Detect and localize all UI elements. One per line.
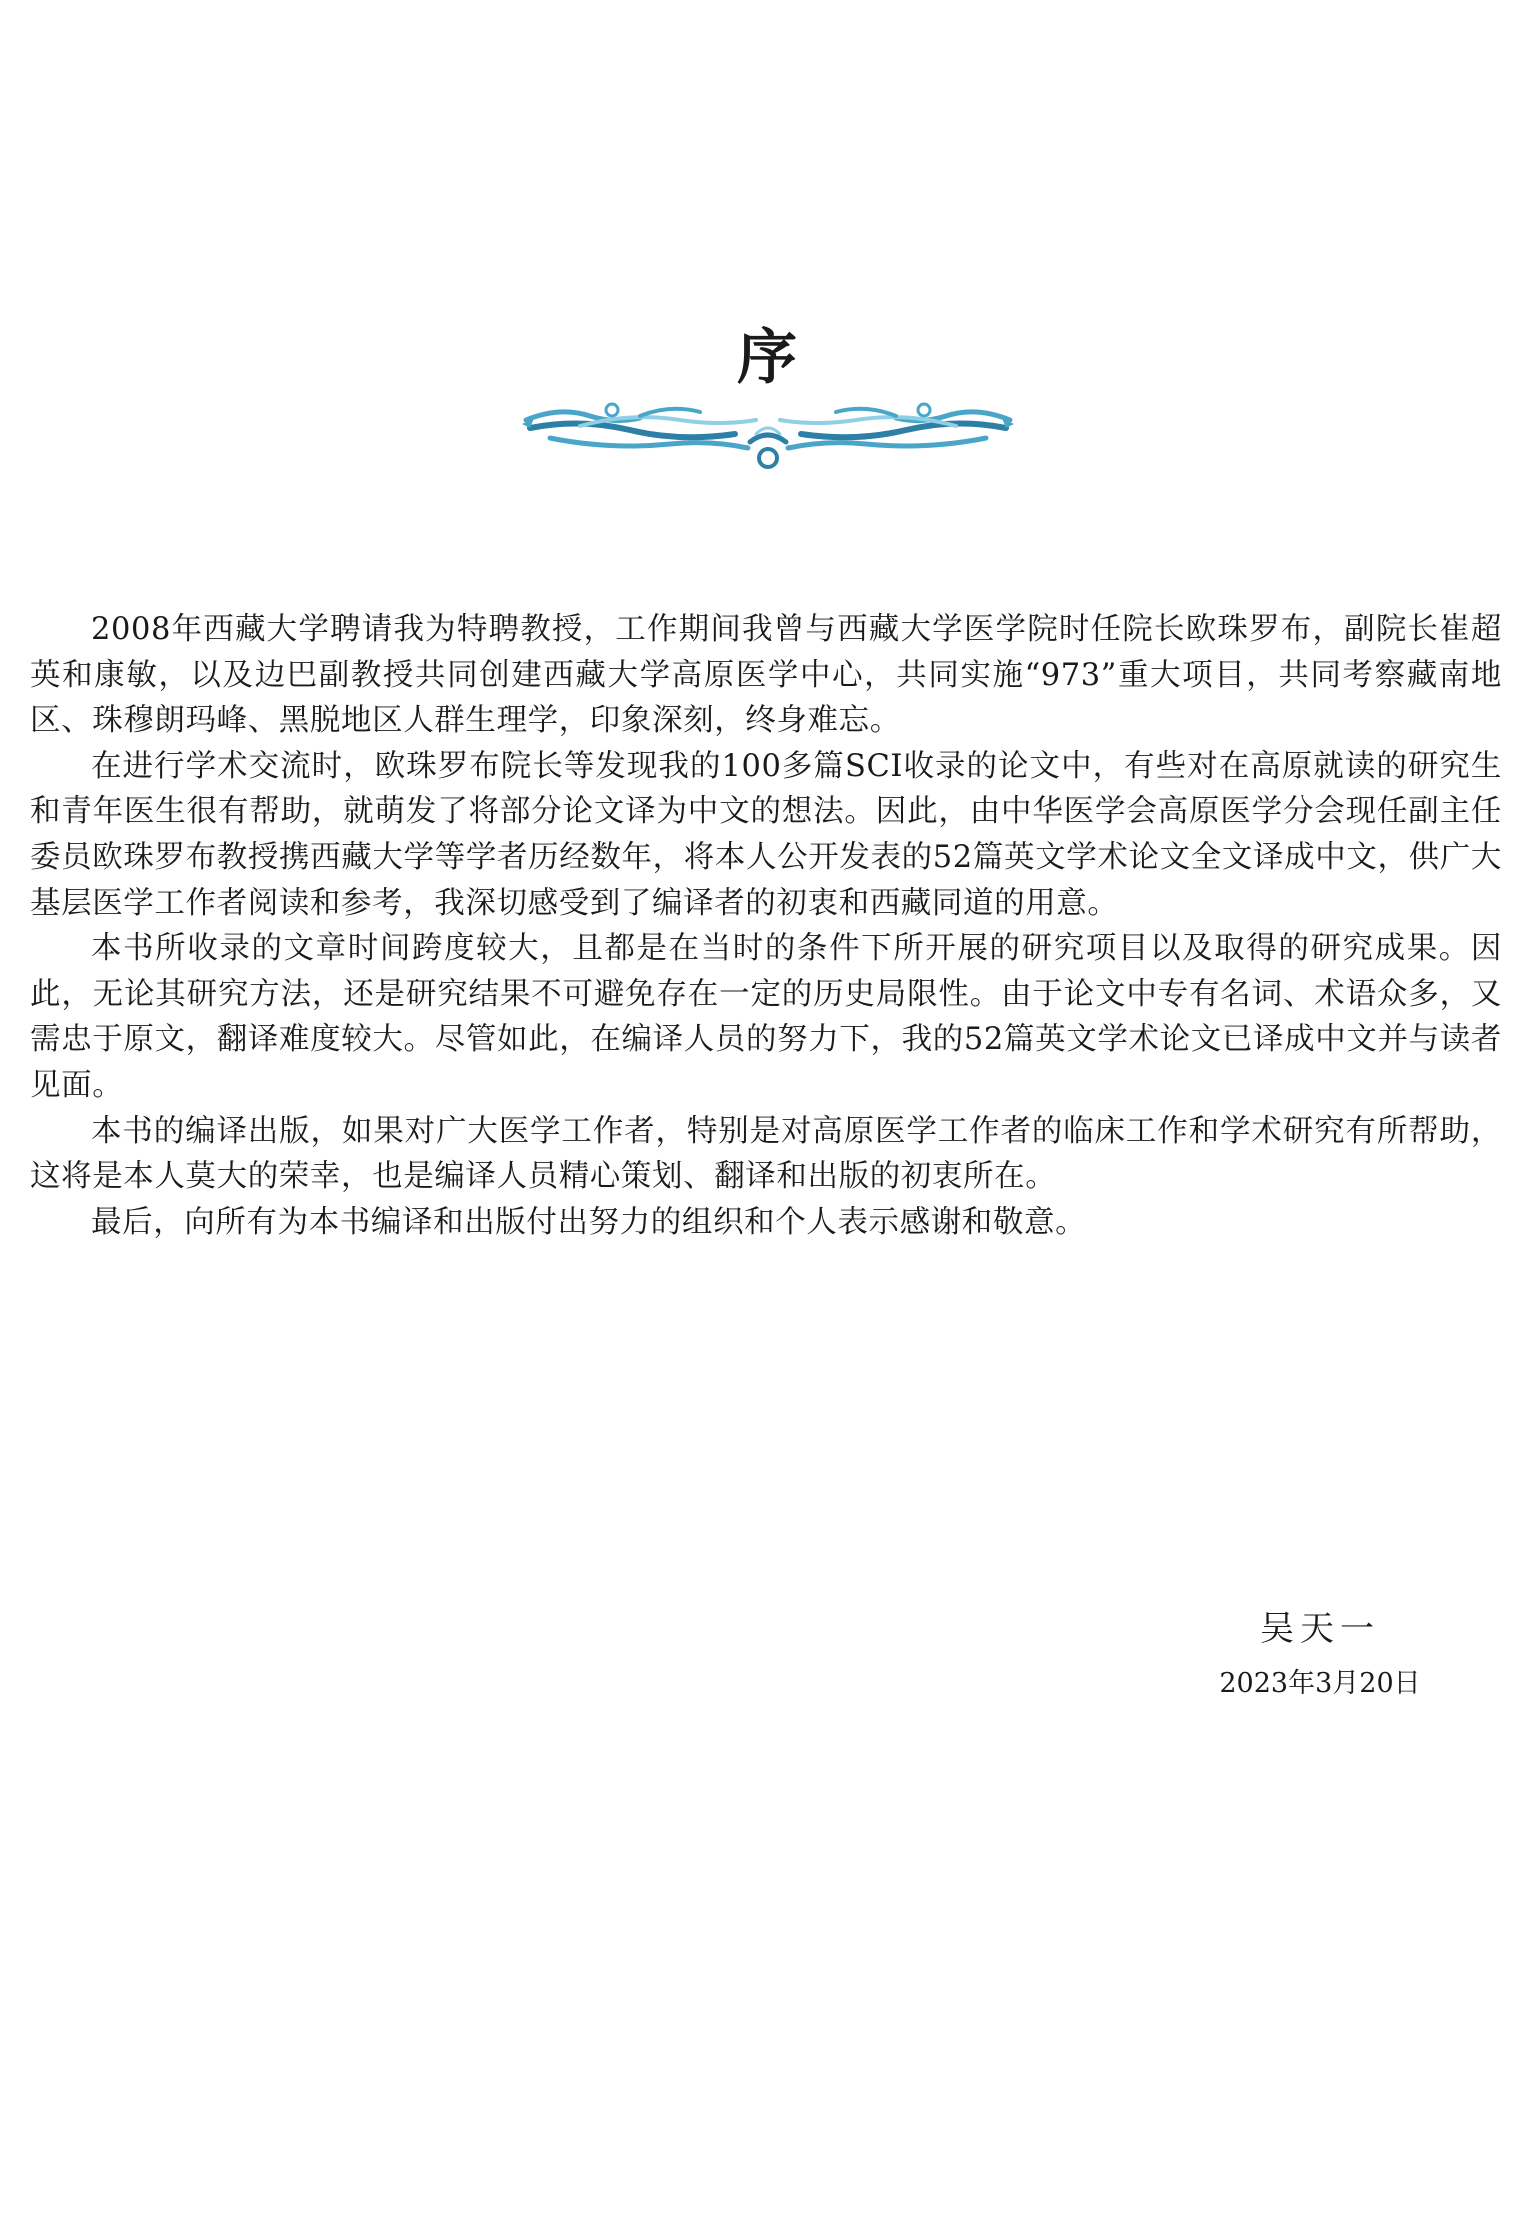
paragraph: 最后，向所有为本书编译和出版付出努力的组织和个人表示感谢和敬意。 (91, 1204, 1087, 1240)
paragraph: 本书所收录的文章时间跨度较大，且都是在当时的条件下所开展的研究项目以及取得的研究成果。因此，无论其研究方法，还是研究结果不可避免存在一定的历史局限性。由于论文中专有名词、术语众多，又需忠于原文，翻译难度较大。尽管如此，在编译人员的努力下，我的52篇英文学术论文已译成中文并与读者见面。 (30, 931, 1502, 1103)
preface-body (30, 607, 1502, 1245)
paragraph: 本书的编译出版，如果对广大医学工作者，特别是对高原医学工作者的临床工作和学术研究有所帮助，这将是本人莫大的荣幸，也是编译人员精心策划、翻译和出版的初衷所在。 (30, 1113, 1502, 1195)
page-title: 序 (737, 323, 799, 393)
author-signature: 吴天一 (1260, 1609, 1380, 1649)
paragraph: 2008年西藏大学聘请我为特聘教授，工作期间我曾与西藏大学医学院时任院长欧珠罗布，副院长崔超英和康敏，以及边巴副教授共同创建西藏大学高原医学中心，共同实施“973”重大项目，共同考察藏南地区、珠穆朗玛峰、黑脱地区人群生理学，印象深刻，终身难忘。 (30, 612, 1502, 739)
signature-date: 2023年3月20日 (1219, 1668, 1421, 1699)
paragraph: 在进行学术交流时，欧珠罗布院长等发现我的100多篇SCI收录的论文中，有些对在高原就读的研究生和青年医生很有帮助，就萌发了将部分论文译为中文的想法。因此，由中华医学会高原医学分会现任副主任委员欧珠罗布教授携西藏大学等学者历经数年，将本人公开发表的52篇英文学术论文全文译成中文，供广大基层医学工作者阅读和参考，我深切感受到了编译者的初衷和西藏同道的用意。 (30, 748, 1502, 921)
decorative-ornament (520, 398, 1016, 474)
